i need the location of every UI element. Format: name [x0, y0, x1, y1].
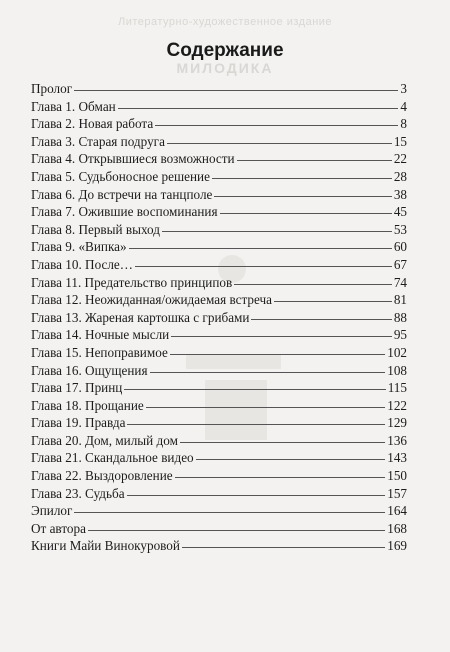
toc-entry: [31, 115, 407, 133]
toc-entry: [31, 238, 407, 256]
toc-entry: [31, 98, 407, 116]
toc-entry-page-number: 38: [393, 186, 407, 202]
toc-entry-label: Глава 20. Дом, милый дом: [31, 432, 178, 448]
toc-entry: [31, 168, 407, 186]
toc-entry: [31, 379, 407, 397]
toc-entry: [31, 186, 407, 204]
bleed-through-text-mid: МИЛОДИКА: [176, 60, 274, 76]
toc-entry: [31, 449, 407, 467]
toc-leader-line: [167, 142, 392, 144]
toc-leader-line: [170, 353, 385, 355]
toc-entry-label: Глава 4. Открывшиеся возможности: [31, 151, 235, 167]
toc-entry-page-number: 3: [400, 81, 407, 96]
toc-entry-label: Пролог: [31, 81, 73, 96]
toc-leader-line: [146, 406, 385, 408]
toc-entry-label: Глава 13. Жареная картошка с грибами: [31, 309, 250, 325]
toc-entry-page-number: 122: [387, 397, 407, 413]
toc-entry: [31, 502, 407, 520]
toc-entry: [31, 309, 407, 327]
toc-entry-label: Глава 22. Выздоровление: [31, 468, 173, 484]
toc-entry-page-number: 45: [393, 204, 407, 220]
toc-entry: [31, 133, 407, 151]
toc-entry-page-number: 169: [387, 538, 407, 554]
toc-entry-label: От автора: [31, 520, 86, 536]
toc-entry-label: Глава 12. Неожиданная/ожидаемая встреча: [31, 292, 272, 308]
toc-entry: [31, 256, 407, 274]
toc-entry-page-number: 164: [387, 503, 407, 519]
toc-leader-line: [175, 476, 386, 478]
toc-leader-line: [150, 371, 386, 373]
toc-entry: [31, 432, 407, 450]
toc-leader-line: [180, 441, 385, 443]
toc-leader-line: [182, 546, 385, 548]
toc-leader-line: [88, 529, 385, 531]
toc-entry-label: Глава 2. Новая работа: [31, 116, 154, 132]
bleed-through-text-top: Литературно-художественное издание: [117, 16, 333, 28]
toc-entry-label: Глава 23. Судьба: [31, 485, 125, 501]
toc-entry: [31, 520, 407, 538]
toc-entry-label: Глава 21. Скандальное видео: [31, 450, 194, 466]
toc-entry-page-number: 60: [393, 239, 407, 255]
toc-entry-page-number: 4: [400, 98, 407, 114]
toc-leader-line: [74, 89, 398, 91]
toc-entry-label: Глава 9. «Випка»: [31, 239, 127, 255]
toc-entry: [31, 326, 407, 344]
toc-entry: [31, 80, 407, 98]
toc-leader-line: [124, 388, 385, 390]
toc-entry-label: Глава 11. Предательство принципов: [31, 274, 233, 290]
toc-entry: [31, 467, 407, 485]
toc-leader-line: [274, 300, 392, 302]
toc-entry-page-number: 95: [393, 327, 407, 343]
toc-leader-line: [118, 107, 399, 109]
toc-entry-page-number: 129: [387, 415, 407, 431]
toc-leader-line: [220, 212, 392, 214]
toc-entry: [31, 362, 407, 380]
toc-entry-page-number: 74: [393, 274, 407, 290]
toc-entry-page-number: 150: [387, 468, 407, 484]
toc-entry-page-number: 81: [393, 292, 407, 308]
toc-entry-page-number: 168: [387, 520, 407, 536]
toc-leader-line: [214, 195, 391, 197]
toc-entry: [31, 485, 407, 503]
toc-entry-label: Глава 17. Принц: [31, 380, 123, 396]
toc-entry: [31, 274, 407, 292]
toc-entry-page-number: 88: [393, 309, 407, 325]
toc-entry-label: Глава 3. Старая подруга: [31, 133, 165, 149]
toc-entry-label: Глава 15. Непоправимое: [31, 344, 168, 360]
toc-entry-page-number: 67: [393, 256, 407, 272]
toc-entry: [31, 291, 407, 309]
toc-leader-line: [171, 335, 392, 337]
toc-leader-line: [162, 230, 392, 232]
toc-entry-label: Глава 16. Ощущения: [31, 362, 148, 378]
toc-entry-page-number: 53: [393, 221, 407, 237]
toc-entry-label: Эпилог: [31, 503, 73, 519]
table-of-contents: [31, 80, 407, 555]
toc-entry-page-number: 143: [387, 450, 407, 466]
toc-entry-label: Глава 19. Правда: [31, 415, 126, 431]
toc-entry: [31, 203, 407, 221]
toc-entry: [31, 150, 407, 168]
toc-entry-page-number: 8: [400, 116, 407, 132]
toc-leader-line: [234, 283, 392, 285]
toc-entry-page-number: 102: [387, 344, 407, 360]
toc-leader-line: [74, 511, 385, 513]
toc-entry-label: Глава 5. Судьбоносное решение: [31, 168, 210, 184]
toc-entry-label: Глава 6. До встречи на танцполе: [31, 186, 213, 202]
toc-leader-line: [212, 177, 392, 179]
toc-leader-line: [237, 159, 392, 161]
toc-leader-line: [127, 494, 386, 496]
toc-entry-page-number: 22: [393, 151, 407, 167]
toc-entry: [31, 221, 407, 239]
toc-entry-label: Глава 18. Прощание: [31, 397, 144, 413]
toc-leader-line: [129, 247, 392, 249]
toc-leader-line: [155, 124, 398, 126]
toc-entry-label: Глава 14. Ночные мысли: [31, 327, 170, 343]
toc-entry-label: Глава 7. Ожившие воспоминания: [31, 204, 218, 220]
toc-entry-page-number: 157: [387, 485, 407, 501]
toc-entry: [31, 414, 407, 432]
toc-entry-page-number: 15: [393, 133, 407, 149]
toc-entry: [31, 537, 407, 555]
toc-entry-page-number: 115: [387, 380, 407, 396]
toc-entry: [31, 397, 407, 415]
toc-entry: [31, 344, 407, 362]
toc-leader-line: [135, 265, 392, 267]
toc-leader-line: [127, 423, 385, 425]
toc-entry-page-number: 108: [387, 362, 407, 378]
toc-entry-label: Глава 8. Первый выход: [31, 221, 160, 237]
toc-entry-label: Глава 10. После…: [31, 256, 133, 272]
toc-entry-label: Книги Майи Винокуровой: [31, 538, 180, 554]
toc-entry-page-number: 28: [393, 168, 407, 184]
page-title: Содержание: [166, 40, 284, 61]
toc-leader-line: [251, 318, 391, 320]
toc-leader-line: [196, 458, 386, 460]
toc-entry-label: Глава 1. Обман: [31, 98, 116, 114]
toc-entry-page-number: 136: [387, 432, 407, 448]
